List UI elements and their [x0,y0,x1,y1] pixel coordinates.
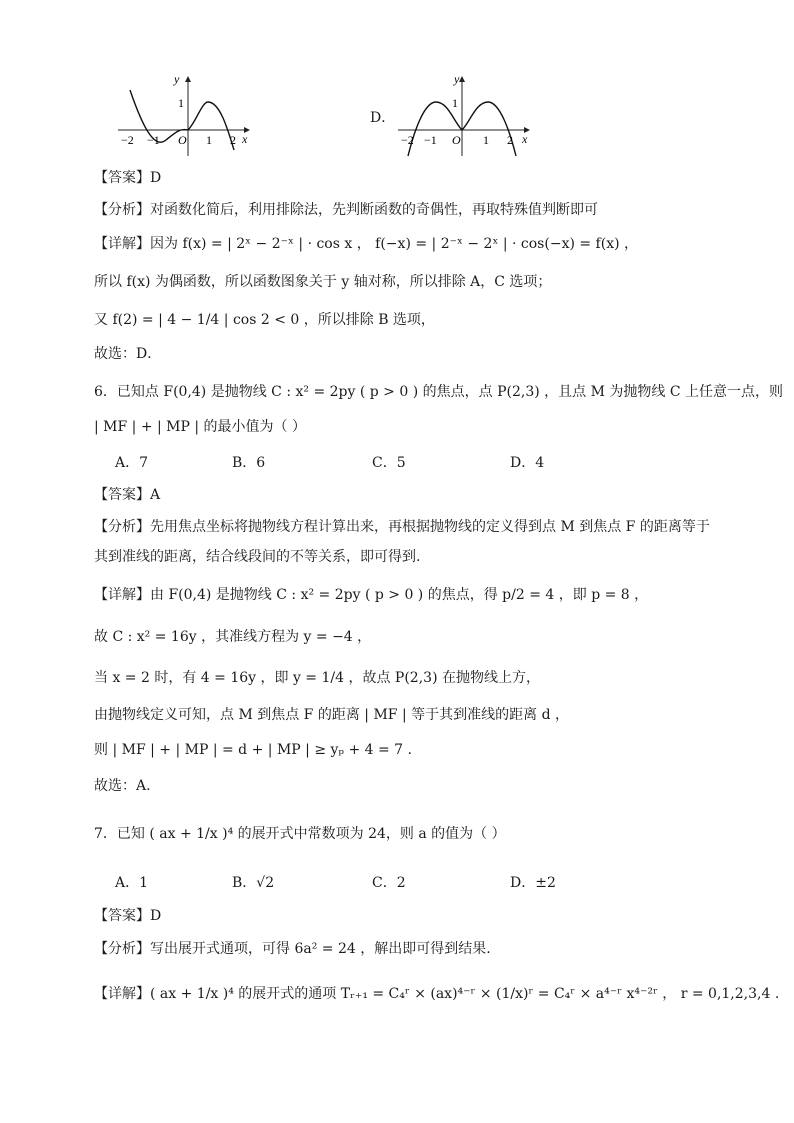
graph-left [110,70,260,160]
graph-left-x-label: x [242,132,248,146]
answer-value: A [150,487,161,503]
graph-right-tick: 1 [483,133,489,147]
q6-option-c: C．5 [372,455,406,471]
detail-text: 因为 f(x) = | 2ˣ − 2⁻ˣ | · cos x ， f(−x) = | 2⁻ˣ − 2ˣ | · cos(−x) = f(x) ， [150,236,639,252]
option-d-label: D． [370,110,396,126]
q6-detail-4: 由抛物线定义可知，点 M 到焦点 F 的距离 | MF | 等于其到准线的距离 d ， [94,707,569,723]
graph-left-y-label: y [174,72,180,86]
q7-answer [94,906,161,926]
graph-right-origin: O [452,133,461,147]
graph-left-origin: O [178,133,187,147]
detail-text: ( ax + 1/x )⁴ 的展开式的通项 Tᵣ₊₁ = C₄ʳ × (ax)⁴⁻ʳ × (1/x)ʳ = C₄ʳ × a⁴⁻ʳ x⁴⁻²ʳ ， r = 0,1,2,3,4 . [150,986,780,1002]
q6-stem-2: | MF | + | MP | 的最小值为（ ） [94,419,307,435]
analysis-text: 写出展开式通项，可得 6a² = 24 ，解出即可得到结果. [150,941,491,957]
q6-analysis-2: 其到准线的距离，结合线段间的不等关系，即可得到. [94,549,421,565]
q6-option-a: A．7 [115,455,149,471]
analysis-tag: 【分析】 [94,202,150,218]
graph-right-y-label: y [454,72,460,86]
q6-stem-1: 6．已知点 F(0,4) 是抛物线 C : x² = 2py ( p > 0 ) 的焦点，点 P(2,3) ，且点 M 为抛物线 C 上任意一点，则 [94,384,783,400]
answer-tag: 【答案】 [94,170,150,186]
answer-tag: 【答案】 [94,487,150,503]
graph-right-tick: −2 [401,133,414,147]
answer-value: D [150,908,162,924]
q5-detail-3: 又 f(2) = | 4 − 1/4 | cos 2 < 0 ，所以排除 B 选项， [94,312,435,328]
q7-option-d: D．±2 [510,875,556,891]
q5-conclusion: 故选：D． [94,346,162,362]
graph-right-tick: −1 [424,133,437,147]
q6-detail-3: 当 x = 2 时，有 4 = 16y ，即 y = 1/4 ，故点 P(2,3) 在抛物线上方， [94,670,540,686]
graph-right-x-label: x [522,132,528,146]
answer-value: D [150,170,162,186]
detail-tag: 【详解】 [94,986,150,1002]
answer-tag: 【答案】 [94,908,150,924]
q6-detail-1 [94,585,648,605]
q7-detail-1 [94,984,779,1004]
analysis-text: 先用焦点坐标将抛物线方程计算出来，再根据抛物线的定义得到点 M 到焦点 F 的距离等于 [150,519,710,535]
q5-analysis [94,200,598,220]
graph-left-tick: −2 [121,133,134,147]
q6-detail-2: 故 C : x² = 16y ，其准线方程为 y = −4 ， [94,629,372,645]
q7-stem: 7．已知 ( ax + 1/x )⁴ 的展开式中常数项为 24，则 a 的值为（ ） [94,826,506,842]
q6-answer [94,485,160,505]
q6-option-b: B．6 [232,455,266,471]
q7-option-c: C．2 [372,875,406,891]
q6-detail-5: 则 | MF | + | MP | = d + | MP | ≥ yₚ + 4 = 7 . [94,742,412,758]
q7-options [0,872,794,894]
q7-option-b: B．√2 [232,875,275,891]
q7-option-a: A．1 [115,875,149,891]
graph-right-one: 1 [452,96,458,110]
q6-options [0,452,794,474]
detail-text: 由 F(0,4) 是抛物线 C : x² = 2py ( p > 0 ) 的焦点，得 p/2 = 4 ，即 p = 8 ， [150,587,649,603]
analysis-text: 对函数化简后，利用排除法，先判断函数的奇偶性，再取特殊值判断即可 [150,202,598,218]
analysis-tag: 【分析】 [94,519,150,535]
graph-right-tick: 2 [507,133,513,147]
detail-tag: 【详解】 [94,587,150,603]
q6-conclusion: 故选：A. [94,778,151,794]
q5-detail-2: 所以 f(x) 为偶函数，所以函数图象关于 y 轴对称，所以排除 A，C 选项； [94,274,552,290]
analysis-tag: 【分析】 [94,941,150,957]
detail-tag: 【详解】 [94,236,150,252]
q6-analysis-1 [94,517,710,537]
q6-option-d: D．4 [510,455,545,471]
graph-left-tick: −1 [147,133,160,147]
graph-left-tick: 1 [206,133,212,147]
q5-detail-1 [94,234,638,254]
graph-left-tick: 2 [230,133,236,147]
graph-right [390,70,540,160]
graph-left-one: 1 [178,96,184,110]
q5-answer [94,168,161,188]
q7-analysis [94,939,491,959]
